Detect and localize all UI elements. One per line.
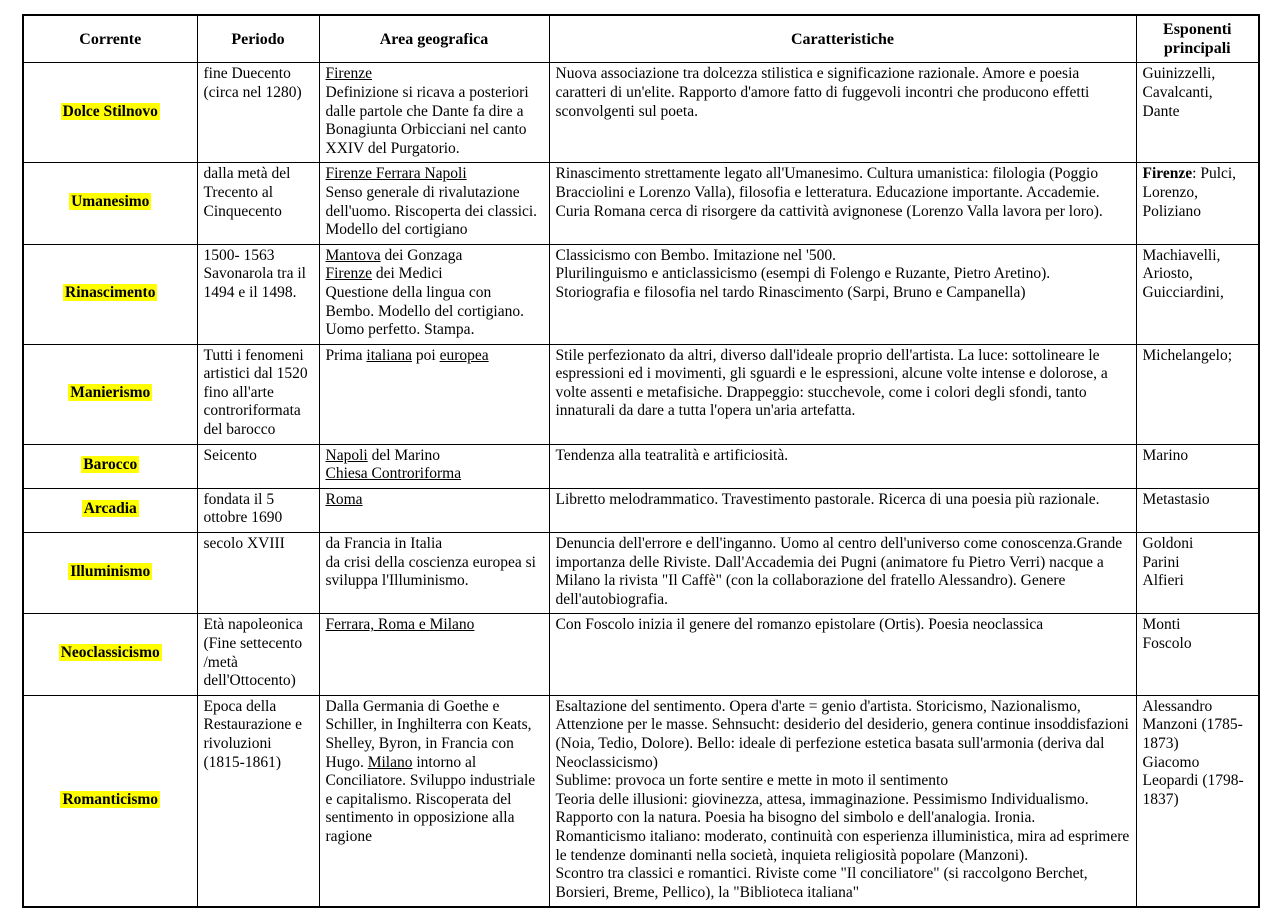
cell-caratteristiche: Rinascimento strettamente legato all'Umanesimo. Cultura umanistica: filologia (Poggio Bracciolini e Lorenzo Valla), filosofia e letteratura. Educazione importante. Accademie. Curia Romana cerca di risorgere da cattività avignonese (Lorenzo Valla lavora per loro).: [549, 163, 1136, 244]
cell-periodo: Tutti i fenomeni artistici dal 1520 fino all'arte controriformata del barocco: [197, 344, 319, 444]
cell-corrente: [23, 344, 197, 444]
row-illuminismo: [23, 533, 1259, 614]
cell-corrente: [23, 488, 197, 532]
cell-periodo: Età napoleonica (Fine settecento /metà dell'Ottocento): [197, 614, 319, 695]
cell-area-geografica: Prima italiana poi europea: [319, 344, 549, 444]
cell-esponenti: Alessandro Manzoni (1785-1873) Giacomo Leopardi (1798-1837): [1136, 695, 1259, 907]
corrente-label: Umanesimo: [71, 193, 150, 211]
col-header-caratteristiche: Caratteristiche: [549, 15, 1136, 63]
cell-caratteristiche: Libretto melodrammatico. Travestimento pastorale. Ricerca di una poesia più razionale.: [549, 488, 1136, 532]
corrente-label: Dolce Stilnovo: [62, 102, 158, 120]
cell-corrente: [23, 444, 197, 488]
cell-corrente: [23, 244, 197, 344]
cell-area-geografica: Napoli del Marino Chiesa Controriforma: [319, 444, 549, 488]
cell-periodo: fondata il 5 ottobre 1690: [197, 488, 319, 532]
cell-caratteristiche: Esaltazione del sentimento. Opera d'arte = genio d'artista. Storicismo, Nazionalismo, Attenzione per le masse. Sehnsucht: desiderio del desiderio, genera continue insoddisfazioni (Noia, Tedio, Dolore). Bello: ideale di perfezione estetica basata sull'armonia (deriva dal Neoclassicismo) Sublime: provoca un forte sentire e mette in moto il sentimento Teoria delle illusioni: giovinezza, attesa, immaginazione. Pessimismo Individualismo. Rapporto con la natura. Poesia ha bisogno del simbolo e dell'analogia. Ironia. Romanticismo italiano: moderato, continuità con esperienza illuministica, mira ad esprimere le tendenze dominanti nella società, inquieta religiosità popolare (Manzoni). Scontro tra classici e romantici. Riviste come "Il conciliatore" (si raccolgono Berchet, Borsieri, Breme, Pellico), la "Biblioteca italiana": [549, 695, 1136, 907]
cell-esponenti: Monti Foscolo: [1136, 614, 1259, 695]
cell-corrente: [23, 614, 197, 695]
cell-caratteristiche: Con Foscolo inizia il genere del romanzo epistolare (Ortis). Poesia neoclassica: [549, 614, 1136, 695]
col-header-esponenti-principali: Esponenti principali: [1136, 15, 1259, 63]
row-neoclassicismo: [23, 614, 1259, 695]
cell-area-geografica: Mantova dei Gonzaga Firenze dei Medici Questione della lingua con Bembo. Modello del cortigiano. Uomo perfetto. Stampa.: [319, 244, 549, 344]
cell-periodo: Seicento: [197, 444, 319, 488]
cell-periodo: fine Duecento (circa nel 1280): [197, 63, 319, 163]
cell-area-geografica: da Francia in Italia da crisi della coscienza europea si sviluppa l'Illuminismo.: [319, 533, 549, 614]
cell-caratteristiche: Denuncia dell'errore e dell'inganno. Uomo al centro dell'universo come conoscenza.Grande importanza delle Riviste. Dall'Accademia dei Pugni (animatore fu Pietro Verri) nacque a Milano la rivista "Il Caffè" (con la collaborazione del fratello Alessandro). Genere dell'autobiografia.: [549, 533, 1136, 614]
cell-area-geografica: Firenze Ferrara Napoli Senso generale di rivalutazione dell'uomo. Riscoperta dei classici. Modello del cortigiano: [319, 163, 549, 244]
row-arcadia: [23, 488, 1259, 532]
cell-area-geografica: Dalla Germania di Goethe e Schiller, in Inghilterra con Keats, Shelley, Byron, in Francia con Hugo. Milano intorno al Conciliatore. Sviluppo industriale e capitalismo. Riscoperata del sentimento in opposizione alla ragione: [319, 695, 549, 907]
corrente-label: Manierismo: [70, 383, 151, 401]
col-header-area-geografica: Area geografica: [319, 15, 549, 63]
corrente-label: Illuminismo: [70, 562, 151, 580]
row-umanesimo: [23, 163, 1259, 244]
cell-esponenti: Machiavelli, Ariosto, Guicciardini,: [1136, 244, 1259, 344]
cell-esponenti: Firenze: Pulci, Lorenzo, Poliziano: [1136, 163, 1259, 244]
row-barocco: [23, 444, 1259, 488]
literary-currents-table: [22, 14, 1260, 908]
cell-corrente: [23, 163, 197, 244]
cell-corrente: [23, 695, 197, 907]
cell-periodo: dalla metà del Trecento al Cinquecento: [197, 163, 319, 244]
cell-caratteristiche: Stile perfezionato da altri, diverso dall'ideale proprio dell'artista. La luce: sottolineare le espressioni ed i movimenti, gli sguardi e le espressioni, alcune volte intense e dolorose, a volte assenti e metafisiche. Drappeggio: stucchevole, come i colori degli sfondi, tanto innaturali da dare a tutta l'opera un'aria artefatta.: [549, 344, 1136, 444]
corrente-label: Barocco: [83, 455, 138, 473]
cell-corrente: [23, 63, 197, 163]
cell-periodo: Epoca della Restaurazione e rivoluzioni (1815-1861): [197, 695, 319, 907]
col-header-periodo: Periodo: [197, 15, 319, 63]
cell-area-geografica: Roma: [319, 488, 549, 532]
cell-caratteristiche: Classicismo con Bembo. Imitazione nel '500. Plurilinguismo e anticlassicismo (esempi di Folengo e Ruzante, Pietro Aretino). Storiografia e filosofia nel tardo Rinascimento (Sarpi, Bruno e Campanella): [549, 244, 1136, 344]
cell-area-geografica: Ferrara, Roma e Milano: [319, 614, 549, 695]
cell-esponenti: Michelangelo;: [1136, 344, 1259, 444]
corrente-label: Arcadia: [83, 500, 137, 518]
corrente-label: Rinascimento: [65, 283, 156, 301]
corrente-label: Romanticismo: [62, 790, 159, 808]
corrente-label: Neoclassicismo: [60, 644, 160, 662]
cell-caratteristiche: Tendenza alla teatralità e artificiosità.: [549, 444, 1136, 488]
cell-esponenti: Metastasio: [1136, 488, 1259, 532]
cell-periodo: secolo XVIII: [197, 533, 319, 614]
row-romanticismo: [23, 695, 1259, 907]
cell-periodo: 1500- 1563 Savonarola tra il 1494 e il 1498.: [197, 244, 319, 344]
col-header-corrente: Corrente: [23, 15, 197, 63]
cell-esponenti: Marino: [1136, 444, 1259, 488]
cell-esponenti: Guinizzelli, Cavalcanti, Dante: [1136, 63, 1259, 163]
cell-caratteristiche: Nuova associazione tra dolcezza stilistica e significazione razionale. Amore e poesia caratteri di un'elite. Rapporto d'amore fatto di fuggevoli incontri che producono effetti sconvolgenti sul poeta.: [549, 63, 1136, 163]
row-rinascimento: [23, 244, 1259, 344]
cell-esponenti: Goldoni Parini Alfieri: [1136, 533, 1259, 614]
cell-corrente: [23, 533, 197, 614]
cell-area-geografica: Firenze Definizione si ricava a posteriori dalle partole che Dante fa dire a Bonagiunta Orbicciani nel canto XXIV del Purgatorio.: [319, 63, 549, 163]
row-dolce-stilnovo: [23, 63, 1259, 163]
row-manierismo: [23, 344, 1259, 444]
header-row: [23, 15, 1259, 63]
